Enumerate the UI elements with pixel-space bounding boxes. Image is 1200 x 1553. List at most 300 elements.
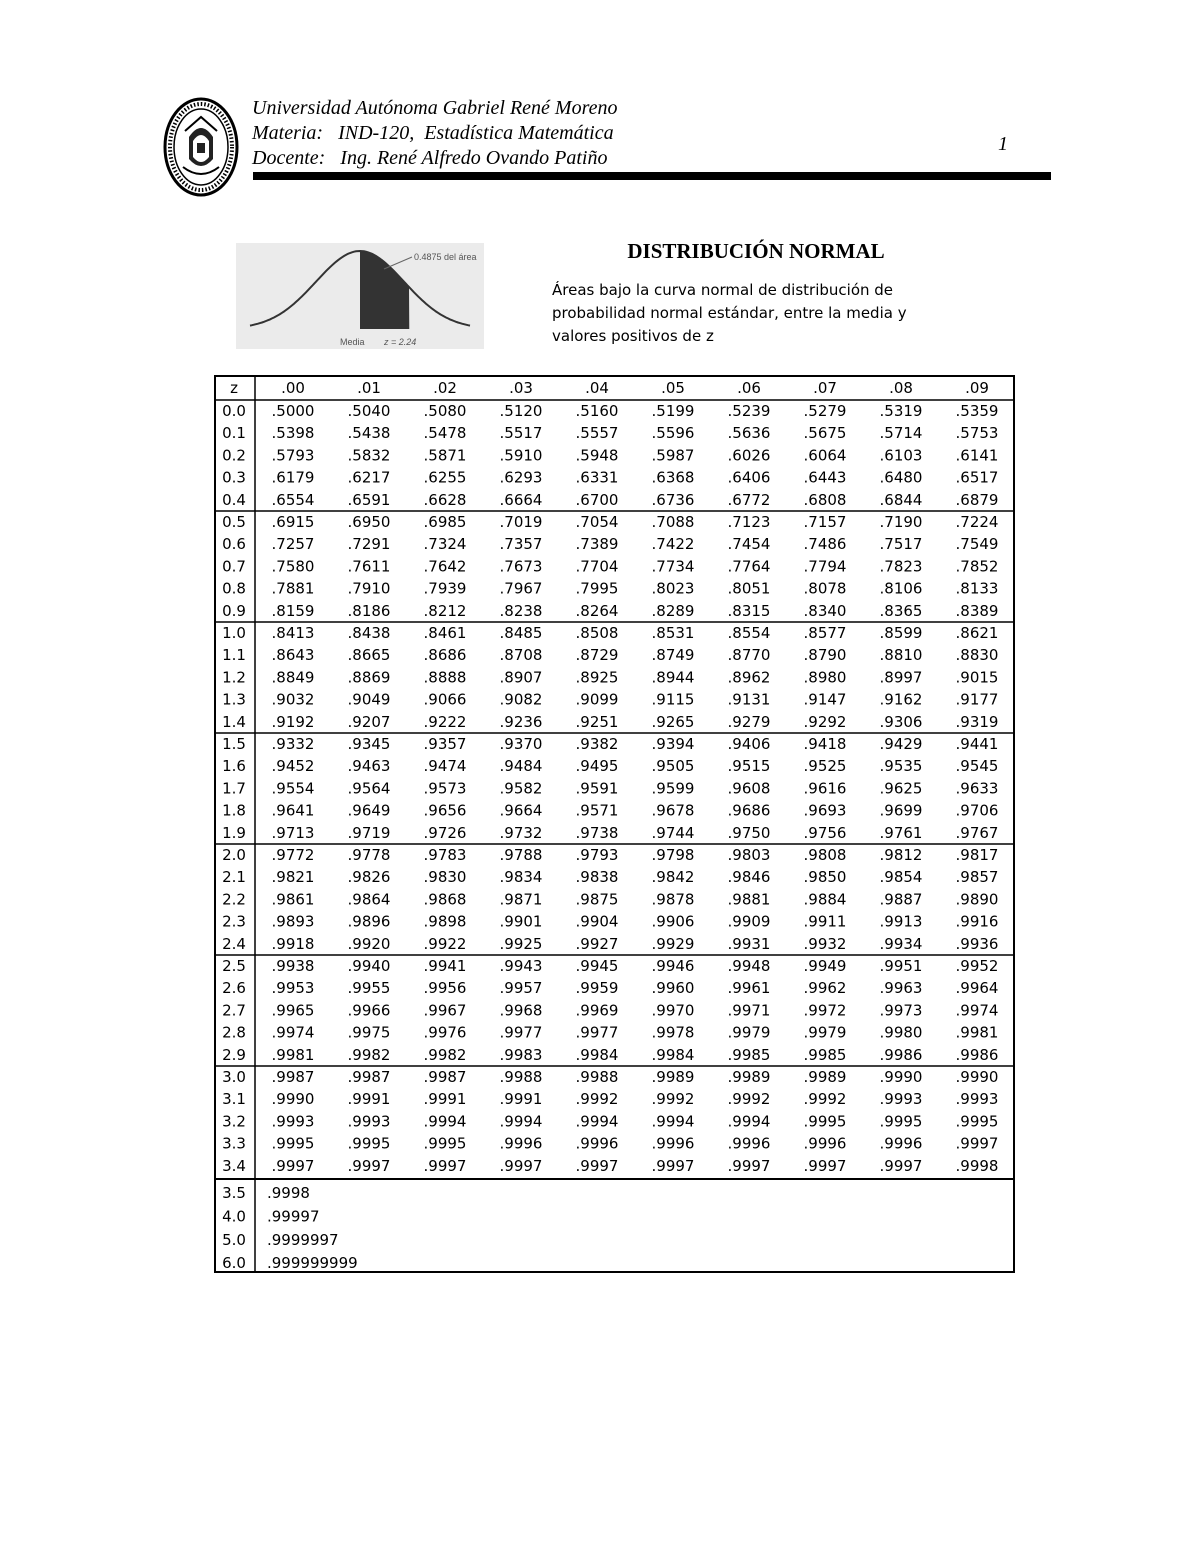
table-cell: .9850 xyxy=(803,868,847,887)
table-cell: .9793 xyxy=(575,846,619,864)
table-cell: .9996 xyxy=(651,1134,695,1153)
z-value-cell: 2.8 xyxy=(222,1023,246,1042)
table-cell: .9982 xyxy=(347,1045,391,1064)
z-value-cell: 2.5 xyxy=(222,957,246,975)
table-cell: .9904 xyxy=(575,912,619,931)
table-cell: .9582 xyxy=(499,779,543,798)
z-value-cell: 2.9 xyxy=(222,1045,246,1064)
table-cell: .9970 xyxy=(651,1001,695,1020)
header-col: .08 xyxy=(889,379,913,397)
table-cell: .9686 xyxy=(727,801,771,820)
table-cell: .7454 xyxy=(727,535,771,554)
table-cell: .9973 xyxy=(879,1001,923,1020)
table-cell: .9988 xyxy=(575,1068,619,1086)
table-cell: .9808 xyxy=(803,846,847,864)
area-label: 0.4875 del área xyxy=(414,252,477,262)
table-cell: .8729 xyxy=(575,646,619,665)
table-cell: .9525 xyxy=(803,757,847,776)
table-cell: .8554 xyxy=(727,624,771,642)
table-cell: .9938 xyxy=(271,957,315,975)
table-cell: .7324 xyxy=(423,535,467,554)
table-cell: .9976 xyxy=(423,1023,467,1042)
table-cell: .9995 xyxy=(955,1112,999,1131)
table-cell: .9922 xyxy=(423,934,467,953)
z-value-cell: 2.2 xyxy=(222,890,246,909)
table-cell: .5596 xyxy=(651,424,695,443)
table-cell: .9911 xyxy=(803,912,847,931)
table-cell: .5398 xyxy=(271,424,315,443)
table-cell: .7823 xyxy=(879,557,923,576)
table-cell: .9279 xyxy=(727,712,771,731)
table-cell: .9996 xyxy=(727,1134,771,1153)
table-cell: .9981 xyxy=(955,1023,999,1042)
table-cell: .9608 xyxy=(727,779,771,798)
table-cell: .8830 xyxy=(955,646,999,665)
table-cell: .5319 xyxy=(879,402,923,420)
table-cell: .7673 xyxy=(499,557,543,576)
z-value-cell: 1.7 xyxy=(222,779,246,798)
table-cell: .9991 xyxy=(499,1090,543,1109)
table-cell: .9868 xyxy=(423,890,467,909)
table-cell: .8997 xyxy=(879,668,923,687)
table-cell: .9441 xyxy=(955,735,999,753)
table-cell: .5000 xyxy=(271,402,315,420)
z-value-cell: 3.5 xyxy=(222,1184,246,1202)
table-cell: .6026 xyxy=(727,446,771,465)
table-cell: .9936 xyxy=(955,934,999,953)
page-number: 1 xyxy=(998,133,1008,155)
header-col: .06 xyxy=(737,379,761,397)
table-cell: .9573 xyxy=(423,779,467,798)
table-cell: .6064 xyxy=(803,446,847,465)
table-cell: .9452 xyxy=(271,757,315,776)
table-cell: .9817 xyxy=(955,846,999,864)
table-cell: .9772 xyxy=(271,846,315,864)
table-cell: .7910 xyxy=(347,579,391,598)
table-cell: .9382 xyxy=(575,735,619,753)
table-cell: .7939 xyxy=(423,579,467,598)
table-cell: .9967 xyxy=(423,1001,467,1020)
table-cell: .9951 xyxy=(879,957,923,975)
z-value-cell: 0.8 xyxy=(222,579,246,598)
table-cell: .6368 xyxy=(651,468,695,487)
table-cell: .9992 xyxy=(575,1090,619,1109)
table-cell: .9625 xyxy=(879,779,923,798)
table-cell: .9998 xyxy=(955,1156,999,1175)
table-cell: .5910 xyxy=(499,446,543,465)
table-cell: .8708 xyxy=(499,646,543,665)
table-cell: .6736 xyxy=(651,490,695,509)
table-cell: .9699 xyxy=(879,801,923,820)
table-cell: .9949 xyxy=(803,957,847,975)
table-cell: .8944 xyxy=(651,668,695,687)
table-cell: .7734 xyxy=(651,557,695,576)
table-cell: .9783 xyxy=(423,846,467,864)
mean-label: Media xyxy=(340,337,365,347)
table-cell: .6879 xyxy=(955,490,999,509)
table-cell: .9971 xyxy=(727,1001,771,1020)
university-seal-logo xyxy=(163,97,239,197)
table-cell: .6844 xyxy=(879,490,923,509)
table-cell: .9693 xyxy=(803,801,847,820)
extra-value-cell: .999999999 xyxy=(267,1254,358,1273)
table-cell: .9871 xyxy=(499,890,543,909)
table-cell: .9996 xyxy=(575,1134,619,1153)
table-cell: .6554 xyxy=(271,490,315,509)
table-cell: .8869 xyxy=(347,668,391,687)
table-cell: .9993 xyxy=(879,1090,923,1109)
table-cell: .9956 xyxy=(423,979,467,998)
table-cell: .7088 xyxy=(651,513,695,531)
table-description: Áreas bajo la curva normal de distribución de probabilidad normal estándar, entre la media y valores positivos de z xyxy=(552,281,907,345)
z-value-cell: 1.4 xyxy=(222,712,246,731)
z-label: z = 2.24 xyxy=(384,337,417,347)
table-cell: .9997 xyxy=(727,1156,771,1175)
table-cell: .8023 xyxy=(651,579,695,598)
table-cell: .5160 xyxy=(575,402,619,420)
table-cell: .9997 xyxy=(499,1156,543,1175)
table-cell: .9664 xyxy=(499,801,543,820)
table-cell: .7123 xyxy=(727,513,771,531)
table-cell: .9997 xyxy=(803,1156,847,1175)
table-cell: .9406 xyxy=(727,735,771,753)
table-cell: .8577 xyxy=(803,624,847,642)
table-cell: .5714 xyxy=(879,424,923,443)
table-cell: .9495 xyxy=(575,757,619,776)
table-cell: .6591 xyxy=(347,490,391,509)
extra-value-cell: .99997 xyxy=(267,1207,320,1226)
table-cell: .9993 xyxy=(347,1112,391,1131)
table-cell: .8238 xyxy=(499,601,543,620)
table-cell: .7422 xyxy=(651,535,695,554)
table-cell: .9713 xyxy=(271,823,315,842)
table-cell: .9306 xyxy=(879,712,923,731)
table-cell: .9996 xyxy=(499,1134,543,1153)
table-cell: .9995 xyxy=(271,1134,315,1153)
table-cell: .9177 xyxy=(955,690,999,709)
table-cell: .9991 xyxy=(347,1090,391,1109)
table-cell: .9925 xyxy=(499,934,543,953)
table-cell: .6103 xyxy=(879,446,923,465)
z-value-cell: 0.0 xyxy=(222,402,246,420)
university-name: Universidad Autónoma Gabriel René Moreno xyxy=(252,97,618,119)
table-cell: .9761 xyxy=(879,823,923,842)
table-cell: .9251 xyxy=(575,712,619,731)
table-cell: .9980 xyxy=(879,1023,923,1042)
header-col: .02 xyxy=(433,379,457,397)
table-cell: .9826 xyxy=(347,868,391,887)
table-cell: .9909 xyxy=(727,912,771,931)
table-cell: .9099 xyxy=(575,690,619,709)
z-value-cell: 1.2 xyxy=(222,668,246,687)
table-cell: .9131 xyxy=(727,690,771,709)
header-col: .03 xyxy=(509,379,533,397)
table-cell: .9943 xyxy=(499,957,543,975)
table-cell: .6406 xyxy=(727,468,771,487)
table-cell: .5948 xyxy=(575,446,619,465)
table-cell: .9545 xyxy=(955,757,999,776)
table-cell: .8389 xyxy=(955,601,999,620)
table-cell: .8621 xyxy=(955,624,999,642)
table-cell: .8980 xyxy=(803,668,847,687)
table-cell: .7190 xyxy=(879,513,923,531)
z-value-cell: 2.4 xyxy=(222,934,246,953)
table-cell: .9082 xyxy=(499,690,543,709)
table-cell: .9994 xyxy=(575,1112,619,1131)
table-cell: .9966 xyxy=(347,1001,391,1020)
table-cell: .9474 xyxy=(423,757,467,776)
table-cell: .7517 xyxy=(879,535,923,554)
table-cell: .8962 xyxy=(727,668,771,687)
table-cell: .5517 xyxy=(499,424,543,443)
z-value-cell: 6.0 xyxy=(222,1254,246,1273)
table-cell: .7019 xyxy=(499,513,543,531)
header-col: .05 xyxy=(661,379,685,397)
table-cell: .8413 xyxy=(271,624,315,642)
z-value-cell: 0.5 xyxy=(222,513,246,531)
table-cell: .5557 xyxy=(575,424,619,443)
table-cell: .6293 xyxy=(499,468,543,487)
table-cell: .9357 xyxy=(423,735,467,753)
header-col: .09 xyxy=(965,379,989,397)
table-cell: .9974 xyxy=(955,1001,999,1020)
table-cell: .9996 xyxy=(879,1134,923,1153)
table-cell: .8461 xyxy=(423,624,467,642)
table-cell: .9989 xyxy=(727,1068,771,1086)
table-cell: .9633 xyxy=(955,779,999,798)
table-cell: .7967 xyxy=(499,579,543,598)
table-cell: .9963 xyxy=(879,979,923,998)
z-value-cell: 0.7 xyxy=(222,557,246,576)
teacher-line: Docente: Ing. René Alfredo Ovando Patiño xyxy=(252,147,608,169)
table-cell: .9207 xyxy=(347,712,391,731)
table-cell: .9920 xyxy=(347,934,391,953)
table-cell: .7852 xyxy=(955,557,999,576)
table-cell: .9960 xyxy=(651,979,695,998)
table-cell: .7257 xyxy=(271,535,315,554)
table-cell: .9641 xyxy=(271,801,315,820)
table-cell: .9147 xyxy=(803,690,847,709)
table-cell: .6808 xyxy=(803,490,847,509)
table-cell: .9265 xyxy=(651,712,695,731)
table-cell: .9893 xyxy=(271,912,315,931)
table-cell: .9940 xyxy=(347,957,391,975)
table-cell: .8212 xyxy=(423,601,467,620)
table-cell: .9767 xyxy=(955,823,999,842)
table-cell: .9946 xyxy=(651,957,695,975)
table-cell: .9952 xyxy=(955,957,999,975)
table-cell: .9875 xyxy=(575,890,619,909)
table-cell: .7642 xyxy=(423,557,467,576)
table-cell: .9959 xyxy=(575,979,619,998)
table-cell: .9979 xyxy=(803,1023,847,1042)
table-cell: .9992 xyxy=(727,1090,771,1109)
header-col: .00 xyxy=(281,379,305,397)
table-cell: .6217 xyxy=(347,468,391,487)
z-value-cell: 3.0 xyxy=(222,1068,246,1086)
z-value-cell: 3.3 xyxy=(222,1134,246,1153)
table-cell: .8925 xyxy=(575,668,619,687)
table-cell: .9997 xyxy=(423,1156,467,1175)
table-cell: .9591 xyxy=(575,779,619,798)
table-cell: .9945 xyxy=(575,957,619,975)
table-cell: .9992 xyxy=(803,1090,847,1109)
header-z: z xyxy=(230,379,238,397)
table-cell: .5871 xyxy=(423,446,467,465)
table-cell: .9846 xyxy=(727,868,771,887)
z-value-cell: 4.0 xyxy=(222,1207,246,1226)
table-cell: .8686 xyxy=(423,646,467,665)
z-value-cell: 2.3 xyxy=(222,912,246,931)
table-cell: .7054 xyxy=(575,513,619,531)
table-cell: .6664 xyxy=(499,490,543,509)
table-cell: .9989 xyxy=(651,1068,695,1086)
table-cell: .9115 xyxy=(651,690,695,709)
table-cell: .9821 xyxy=(271,868,315,887)
table-cell: .7291 xyxy=(347,535,391,554)
table-cell: .9535 xyxy=(879,757,923,776)
table-cell: .8599 xyxy=(879,624,923,642)
table-cell: .9931 xyxy=(727,934,771,953)
table-cell: .8508 xyxy=(575,624,619,642)
table-cell: .5199 xyxy=(651,402,695,420)
table-cell: .9997 xyxy=(271,1156,315,1175)
table-cell: .9995 xyxy=(803,1112,847,1131)
table-cell: .5753 xyxy=(955,424,999,443)
z-value-cell: 0.4 xyxy=(222,490,246,509)
table-cell: .7794 xyxy=(803,557,847,576)
table-cell: .6179 xyxy=(271,468,315,487)
table-cell: .9418 xyxy=(803,735,847,753)
table-cell: .5359 xyxy=(955,402,999,420)
z-value-cell: 1.0 xyxy=(222,624,246,642)
table-cell: .6517 xyxy=(955,468,999,487)
table-cell: .9987 xyxy=(347,1068,391,1086)
subject-line: Materia: IND-120, Estadística Matemática xyxy=(252,122,614,144)
table-cell: .8078 xyxy=(803,579,847,598)
z-value-cell: 1.8 xyxy=(222,801,246,820)
z-value-cell: 2.0 xyxy=(222,846,246,864)
table-cell: .9803 xyxy=(727,846,771,864)
table-cell: .8438 xyxy=(347,624,391,642)
table-cell: .9554 xyxy=(271,779,315,798)
table-cell: .9985 xyxy=(727,1045,771,1064)
table-cell: .9994 xyxy=(499,1112,543,1131)
table-cell: .5279 xyxy=(803,402,847,420)
table-cell: .5438 xyxy=(347,424,391,443)
table-cell: .9975 xyxy=(347,1023,391,1042)
table-cell: .9345 xyxy=(347,735,391,753)
table-cell: .9965 xyxy=(271,1001,315,1020)
table-cell: .9884 xyxy=(803,890,847,909)
table-cell: .9878 xyxy=(651,890,695,909)
table-cell: .9968 xyxy=(499,1001,543,1020)
header-rule xyxy=(253,172,1051,180)
table-cell: .6480 xyxy=(879,468,923,487)
table-cell: .9834 xyxy=(499,868,543,887)
pointer-line xyxy=(384,257,412,269)
table-cell: .9934 xyxy=(879,934,923,953)
z-value-cell: 1.9 xyxy=(222,823,246,842)
table-cell: .5080 xyxy=(423,402,467,420)
table-cell: .8186 xyxy=(347,601,391,620)
table-cell: .5987 xyxy=(651,446,695,465)
table-cell: .9994 xyxy=(727,1112,771,1131)
table-cell: .8790 xyxy=(803,646,847,665)
table-cell: .9571 xyxy=(575,801,619,820)
table-cell: .9957 xyxy=(499,979,543,998)
table-cell: .9649 xyxy=(347,801,391,820)
table-cell: .5832 xyxy=(347,446,391,465)
table-cell: .7549 xyxy=(955,535,999,554)
table-cell: .5040 xyxy=(347,402,391,420)
table-cell: .9370 xyxy=(499,735,543,753)
table-cell: .9974 xyxy=(271,1023,315,1042)
table-cell: .9972 xyxy=(803,1001,847,1020)
table-cell: .9564 xyxy=(347,779,391,798)
table-cell: .9066 xyxy=(423,690,467,709)
table-cell: .6950 xyxy=(347,513,391,531)
table-cell: .9997 xyxy=(575,1156,619,1175)
table-cell: .8315 xyxy=(727,601,771,620)
table-cell: .9990 xyxy=(879,1068,923,1086)
table-cell: .8106 xyxy=(879,579,923,598)
table-cell: .9962 xyxy=(803,979,847,998)
z-value-cell: 0.9 xyxy=(222,601,246,620)
table-cell: .9997 xyxy=(347,1156,391,1175)
table-cell: .7389 xyxy=(575,535,619,554)
table-cell: .8849 xyxy=(271,668,315,687)
table-cell: .8770 xyxy=(727,646,771,665)
table-cell: .9995 xyxy=(347,1134,391,1153)
table-cell: .9756 xyxy=(803,823,847,842)
table-cell: .9986 xyxy=(879,1045,923,1064)
table-cell: .7157 xyxy=(803,513,847,531)
table-cell: .9864 xyxy=(347,890,391,909)
table-cell: .9927 xyxy=(575,934,619,953)
table-cell: .9964 xyxy=(955,979,999,998)
table-cell: .9987 xyxy=(271,1068,315,1086)
table-cell: .9991 xyxy=(423,1090,467,1109)
table-cell: .9656 xyxy=(423,801,467,820)
table-cell: .9706 xyxy=(955,801,999,820)
table-cell: .9678 xyxy=(651,801,695,820)
table-cell: .9744 xyxy=(651,823,695,842)
table-cell: .9913 xyxy=(879,912,923,931)
table-cell: .9906 xyxy=(651,912,695,931)
table-cell: .9997 xyxy=(651,1156,695,1175)
table-cell: .9616 xyxy=(803,779,847,798)
table-cell: .5793 xyxy=(271,446,315,465)
table-cell: .8531 xyxy=(651,624,695,642)
table-cell: .8643 xyxy=(271,646,315,665)
table-cell: .8340 xyxy=(803,601,847,620)
table-cell: .8051 xyxy=(727,579,771,598)
z-value-cell: 2.6 xyxy=(222,979,246,998)
table-cell: .9854 xyxy=(879,868,923,887)
table-cell: .9985 xyxy=(803,1045,847,1064)
table-cell: .9981 xyxy=(271,1045,315,1064)
table-cell: .9732 xyxy=(499,823,543,842)
table-cell: .9941 xyxy=(423,957,467,975)
table-cell: .9977 xyxy=(499,1023,543,1042)
normal-curve-figure xyxy=(236,243,484,349)
table-cell: .7357 xyxy=(499,535,543,554)
table-cell: .9505 xyxy=(651,757,695,776)
table-cell: .8159 xyxy=(271,601,315,620)
table-cell: .6700 xyxy=(575,490,619,509)
table-cell: .9982 xyxy=(423,1045,467,1064)
